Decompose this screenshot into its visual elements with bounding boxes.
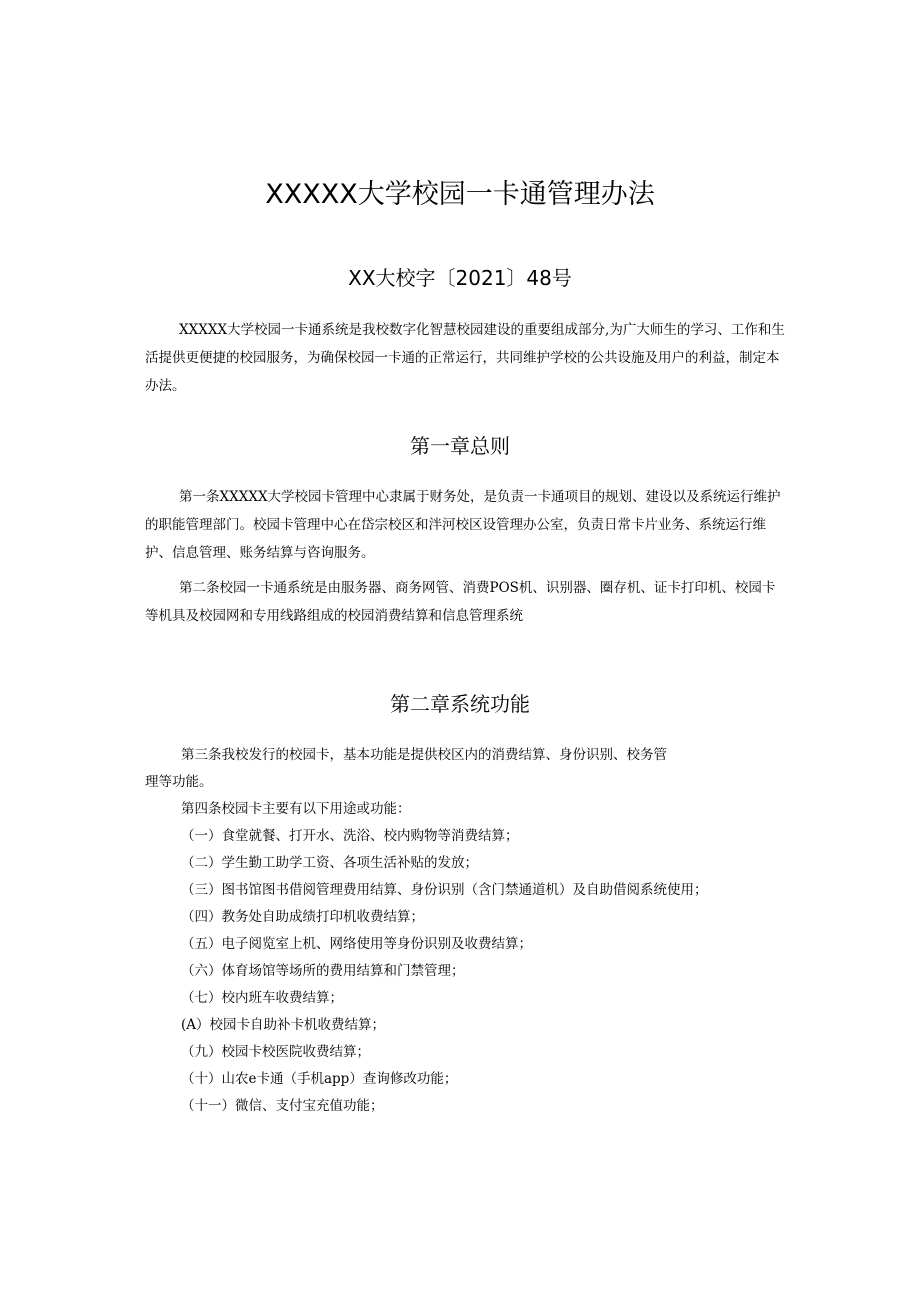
list-item: （十）山农e卡通（手机app）查询修改功能； — [181, 1071, 458, 1087]
list-item: （二）学生勤工助学工资、各项生活补贴的发放； — [181, 855, 478, 871]
list-item: （三）图书馆图书借阅管理费用结算、身份识别（含门禁通道机）及自助借阅系统使用； — [181, 882, 708, 898]
article-3-line-1: 第三条我校发行的校园卡，基本功能是提供校区内的消费结算、身份识别、校务管 — [181, 747, 667, 763]
document-number: XX大校字〔2021〕48号 — [348, 266, 572, 290]
list-item: （十一）微信、支付宝充值功能； — [181, 1098, 384, 1114]
list-item: （一）食堂就餐、打开水、洗浴、校内购物等消费结算； — [181, 828, 519, 844]
article-4-intro: 第四条校园卡主要有以下用途或功能： — [181, 801, 411, 817]
article-1-paragraph: 第一条XXXXX大学校园卡管理中心隶属于财务处，是负责一卡通项目的规划、建设以及系统运行维护的职能管理部门。校园卡管理中心在岱宗校区和泮河校区设管理办公室，负责日常卡片业务、系统运行维护、信息管理、账务结算与咨询服务。 — [145, 489, 781, 561]
intro-paragraph: XXXXX大学校园一卡通系统是我校数字化智慧校园建设的重要组成部分,为广大师生的学习、工作和生活提供更便捷的校园服务，为确保校园一卡通的正常运行，共同维护学校的公共设施及用户的利益，制定本办法。 — [145, 322, 785, 394]
chapter-2-heading: 第二章系统功能 — [390, 692, 530, 716]
list-item: （四）教务处自助成绩打印机收费结算； — [181, 909, 424, 925]
list-item: （七）校内班车收费结算； — [181, 990, 343, 1006]
article-2-paragraph: 第二条校园一卡通系统是由服务器、商务网管、消费POS机、识别器、圈存机、证卡打印机、校园卡等机具及校园网和专用线路组成的校园消费结算和信息管理系统 — [145, 580, 776, 624]
document-title: XXXXX大学校园一卡通管理办法 — [265, 179, 655, 210]
list-item: （九）校园卡校医院收费结算； — [181, 1044, 370, 1060]
article-3-line-2: 理等功能。 — [145, 774, 213, 790]
list-item: (A）校园卡自助补卡机收费结算； — [181, 1017, 386, 1033]
chapter-1-heading: 第一章总则 — [410, 434, 510, 458]
list-item: （六）体育场馆等场所的费用结算和门禁管理； — [181, 963, 465, 979]
list-item: （五）电子阅览室上机、网络使用等身份识别及收费结算； — [181, 936, 532, 952]
